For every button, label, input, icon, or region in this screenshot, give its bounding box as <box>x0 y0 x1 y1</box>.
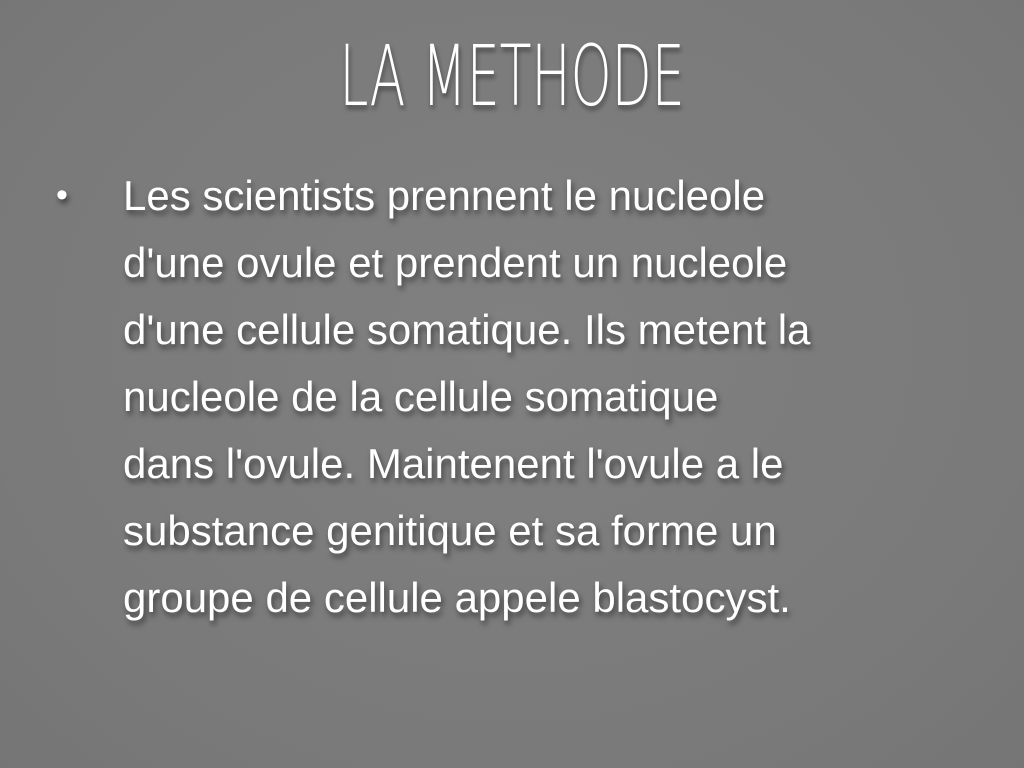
bullet-line: Les scientists prennent le nucleole <box>123 172 766 219</box>
bullet-line: groupe de cellule appele blastocyst. <box>123 574 791 621</box>
bullet-line: substance genitique et sa forme un <box>123 507 777 554</box>
slide-title: LA METHODE <box>339 27 685 125</box>
bullet-list <box>0 162 1024 631</box>
bullet-line: d'une ovule et prendent un nucleole <box>123 239 788 286</box>
bullet-dot-icon: • <box>56 176 68 214</box>
bullet-item <box>0 162 923 631</box>
bullet-line: nucleole de la cellule somatique <box>123 373 719 420</box>
bullet-line: d'une cellule somatique. Ils metent la <box>123 306 811 353</box>
bullet-line: dans l'ovule. Maintenent l'ovule a le <box>123 440 784 487</box>
